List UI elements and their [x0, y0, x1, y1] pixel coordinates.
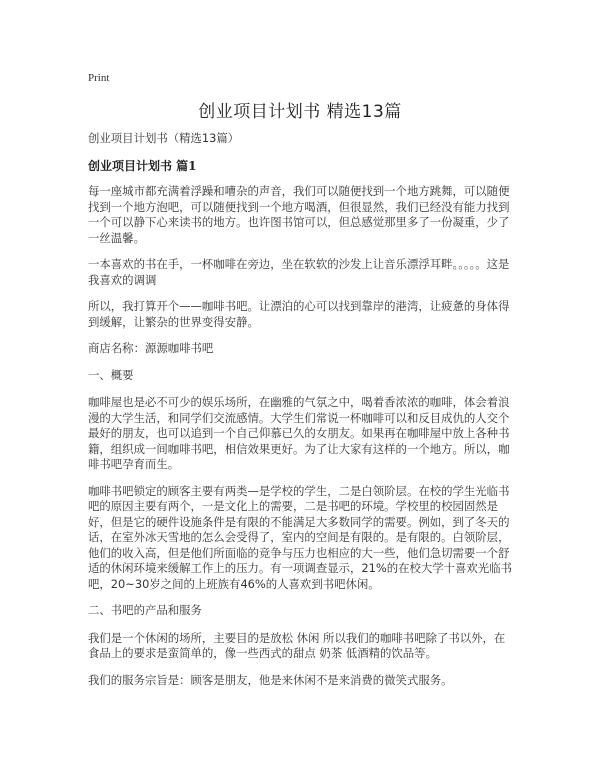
- paragraph-overview-2: 咖啡书吧锁定的顾客主要有两类—是学校的学生，二是白领阶层。在校的学生光临书吧的原因主要有两个，一是文化上的需要，二是书吧的环境。学校里的校园固然是好，但是它的硬件设施条件是有限的不能满足大多数同学的需要。例如，到了冬天的话，在室外冰天雪地的怎么会受得了，室内的空间是有限的。是有限的。白领阶层，他们的收入高，但是他们所面临的竞争与压力也相应的大一些，他们急切需要一个舒适的休闲环境来缓解工作上的压力。有一项调查显示，21%的在校大学十喜欢光临书吧，20~30岁之间的上班族有46%的人喜欢到书吧休闲。: [88, 483, 512, 591]
- document-title: 创业项目计划书 精选13篇: [198, 102, 402, 122]
- paragraph-intro: 每一座城市都充满着浮躁和嘈杂的声音，我们可以随便找到一个地方跳舞，可以随便找到一个地方泡吧，可以随便找到一个地方喝酒，但很显然，我们已经没有能力找到一个可以静下心来读书的地方。也许图书馆可以，但总感觉那里多了一份凝重，少了一丝温馨。: [88, 184, 510, 245]
- section-title-overview: 一、概要: [88, 367, 134, 382]
- paragraph-overview-1: 咖啡屋也是必不可少的娱乐场所，在幽雅的气氛之中，喝着香浓浓的咖啡，体会着浪漫的大学生活，和同学们交流感情。大学生们常说一杯咖啡可以和反目成仇的人交个最好的朋友，也可以追到一个自己仰慕已久的女朋友。如果再在咖啡屋中放上各种书籍，组织成一间咖啡书吧，相信效果更好。为了让大家有这样的一个地方。所以，咖啡书吧孕育而生。: [88, 395, 510, 471]
- print-link[interactable]: Print: [88, 72, 110, 84]
- paragraph-products-1: 我们是一个休闲的场所，主要目的是放松 休闲 所以我们的咖啡书吧除了书以外，在食品上的要求是蛮简单的，像一些西式的甜点 奶茶 低酒精的饮品等。: [88, 630, 506, 660]
- paragraph-shop-name: 商店名称：源源咖啡书吧: [88, 341, 214, 355]
- section-heading-article-1: 创业项目计划书 篇1: [88, 158, 197, 173]
- paragraph-products-2: 我们的服务宗旨是：顾客是朋友，他是来休闲不是来消费的微笑式服务。: [88, 672, 453, 687]
- document-body: [88, 131, 516, 699]
- paragraph-plan: 所以，我打算开个——咖啡书吧。让漂泊的心可以找到靠岸的港湾，让疲惫的身体得到缓解，让繁杂的世界变得安静。: [88, 299, 510, 329]
- section-title-products: 二、书吧的产品和服务: [88, 603, 202, 617]
- paragraph-book-coffee: 一本喜欢的书在手，一杯咖啡在旁边，坐在软软的沙发上让音乐漂浮耳畔。。。。。这是我喜欢的调调: [88, 257, 510, 287]
- document-subtitle: 创业项目计划书（精选13篇）: [88, 131, 240, 145]
